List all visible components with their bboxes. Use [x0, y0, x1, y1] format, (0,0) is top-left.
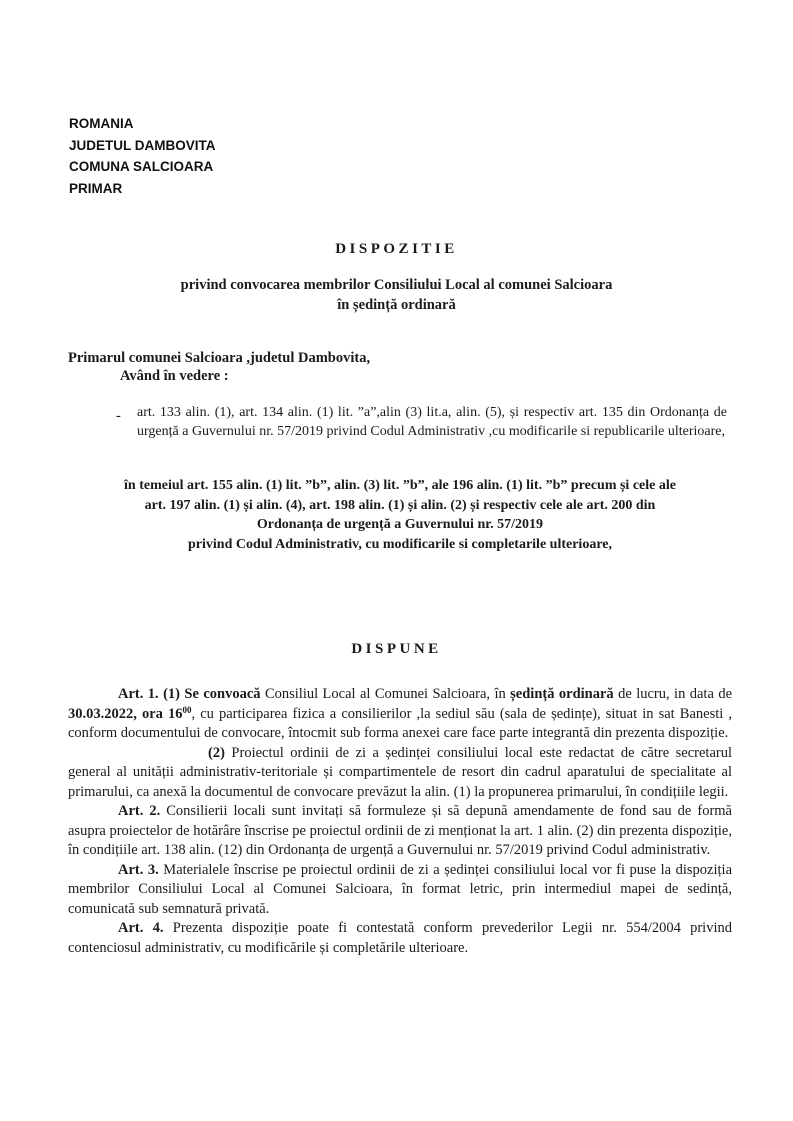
legal-grounds-line-1: în temeiul art. 155 alin. (1) lit. ”b”, alin. (3) lit. ”b”, ale 196 alin. (1) lit. ”b” precum și cele ale [124, 478, 676, 493]
bullet-marker: - [116, 408, 121, 424]
article-2 [68, 802, 732, 861]
legal-grounds [68, 476, 732, 554]
article-1-clause-2-text: Proiectul ordinii de zi a ședinței consiliului local este redactat de către secretarul general al unității administrativ-teritoriale și compartimentele de resort din cadrul aparatului de specialitate al primarului, ca anexă la documentul de convocare prevăzut la alin. (1) la propunerea primarului, în condițiile legii. [68, 744, 733, 800]
considering-heading: Având în vedere : [120, 368, 229, 384]
document-subtitle [0, 275, 793, 315]
article-1-paragraph-2 [68, 744, 732, 803]
article-1-clause-2-label: (2) [208, 744, 225, 761]
article-2-label: Art. 2. [118, 803, 161, 819]
dispune-heading: DISPUNE [351, 641, 442, 657]
article-4-text: Prezenta dispoziție poate fi contestată conform prevederilor Legii nr. 554/2004 privind contenciosul administrativ, cu modificările și completările ulterioare. [68, 920, 732, 956]
subtitle-line-1: privind convocarea membrilor Consiliului Local al comunei Salcioara [180, 277, 613, 293]
header-office: PRIMAR [69, 180, 123, 196]
article-4-label: Art. 4. [118, 920, 164, 936]
article-3-text: Materialele înscrise pe proiectul ordinii de zi a ședinței consiliului local vor fi puse la dispoziția membrilor Consiliului Local al Comunei Salcioara, în format letric, prin intermediul mapei de sedință, comunicată sub semnatură privată. [68, 861, 733, 917]
article-1-text-c: , cu participarea fizica a consilierilor ,la sediul său (sala de ședințe), situat in sat Banesti , conform documentului de convocare, întocmit sub forma anexei care face parte integrantă din prezenta dispoziție. [68, 705, 732, 741]
header-country: ROMANIA [69, 116, 134, 131]
articles-body [68, 685, 732, 958]
article-1-date [68, 706, 192, 722]
legal-grounds-line-4: privind Codul Administrativ, cu modificarile si completarile ulterioare, [188, 536, 612, 552]
article-4 [68, 919, 732, 958]
legal-basis-item: art. 133 alin. (1), art. 134 alin. (1) lit. ”a”,alin (3) lit.a, alin. (5), și respectiv art. 135 din Ordonanța de urgență a Guvernului nr. 57/2019 privind Codul Administrativ ,cu modificarile si republicarile ulterioare, [137, 405, 727, 439]
article-1-date-minutes: 00 [182, 704, 192, 715]
legal-grounds-line-2: art. 197 alin. (1) și alin. (4), art. 198 alin. (1) și alin. (2) și respectiv cele ale art. 200 din [144, 497, 656, 513]
article-1-date-text: 30.03.2022, ora 16 [68, 705, 183, 722]
subtitle-line-2: în ședință ordinară [337, 297, 456, 313]
article-1-text-b: de lucru, in data de [618, 686, 732, 702]
document-title: DISPOZITIE [335, 241, 458, 257]
legal-grounds-line-3: Ordonanța de urgență a Guvernului nr. 57/2019 [256, 517, 544, 532]
article-1-text-a: Consiliul Local al Comunei Salcioara, în [264, 686, 506, 702]
header-commune: COMUNA SALCIOARA [69, 159, 214, 174]
article-3-label: Art. 3. [118, 861, 159, 878]
header-county: JUDETUL DAMBOVITA [69, 137, 216, 153]
article-1-clause-1-label: (1) Se convoacă [163, 686, 261, 702]
article-1-paragraph-1 [68, 685, 732, 744]
article-3 [68, 861, 732, 920]
article-1-session-type: ședință ordinară [510, 686, 614, 702]
issuer-header [69, 113, 216, 199]
issuer-statement: Primarul comunei Salcioara ,judetul Dambovita, [68, 350, 371, 366]
article-1-label: Art. 1. [118, 686, 159, 702]
article-2-text: Consilierii locali sunt invitați să formuleze și să depună amendamente de fond sau de formă asupra proiectelor de hotărâre înscrise pe proiectul ordinii de zi menționat la art. 1 alin. (2) din prezenta dispoziție, în condițiile art. 138 alin. (12) din Ordonanța de urgență a Guvernului nr. 57/2019 privind Codul administrativ. [68, 803, 732, 858]
